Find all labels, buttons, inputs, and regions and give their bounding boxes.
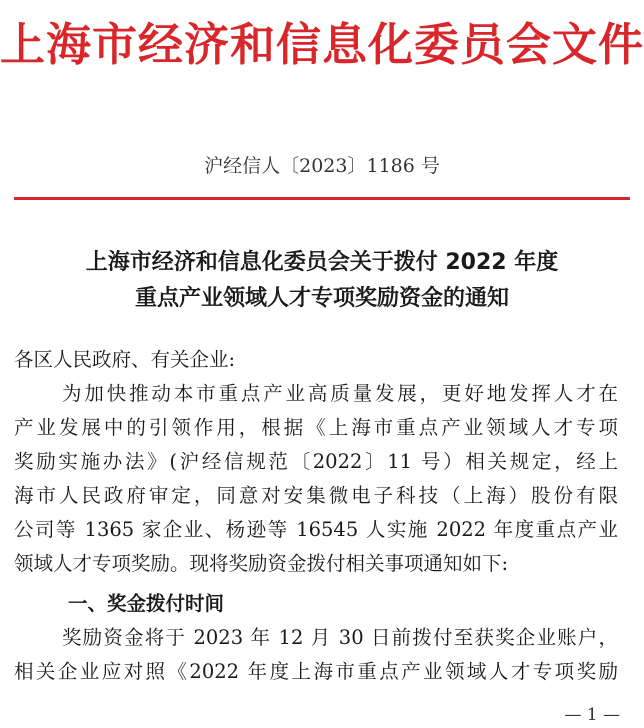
paragraph-line: 为加快推动本市重点产业高质量发展，更好地发挥人才在 (62, 382, 618, 405)
paragraph-line: 海市人民政府审定，同意对安集微电子科技（上海）股份有限 (14, 484, 618, 507)
red-divider-rule (14, 197, 630, 200)
notice-title-line-1: 上海市经济和信息化委员会关于拨付 2022 年度 (85, 250, 559, 275)
document-number: 沪经信人〔2023〕1186 号 (204, 155, 440, 177)
page-number: — 1 — (564, 705, 620, 725)
document-masthead: 上海市经济和信息化委员会文件 (0, 18, 644, 71)
notice-title-line-2: 重点产业领域人才专项奖励资金的通知 (134, 286, 509, 311)
paragraph-line: 公司等 1365 家企业、杨逊等 16545 人实施 2022 年度重点产业 (14, 518, 618, 541)
paragraph-line: 产业发展中的引领作用，根据《上海市重点产业领域人才专项 (14, 416, 618, 439)
paragraph-line: 奖励实施办法》(沪经信规范〔2022〕11 号）相关规定，经上 (14, 450, 618, 473)
paragraph-line: 相关企业应对照《2022 年度上海市重点产业领域人才专项奖励 (14, 660, 618, 683)
paragraph-line: 领域人才专项奖励。现将奖励资金拨付相关事项通知如下: (14, 552, 509, 575)
paragraph-line: 奖励资金将于 2023 年 12 月 30 日前拨付至获奖企业账户， (62, 626, 618, 649)
addressee-line: 各区人民政府、有关企业: (14, 348, 236, 371)
section-heading: 一、奖金拨付时间 (68, 592, 225, 615)
